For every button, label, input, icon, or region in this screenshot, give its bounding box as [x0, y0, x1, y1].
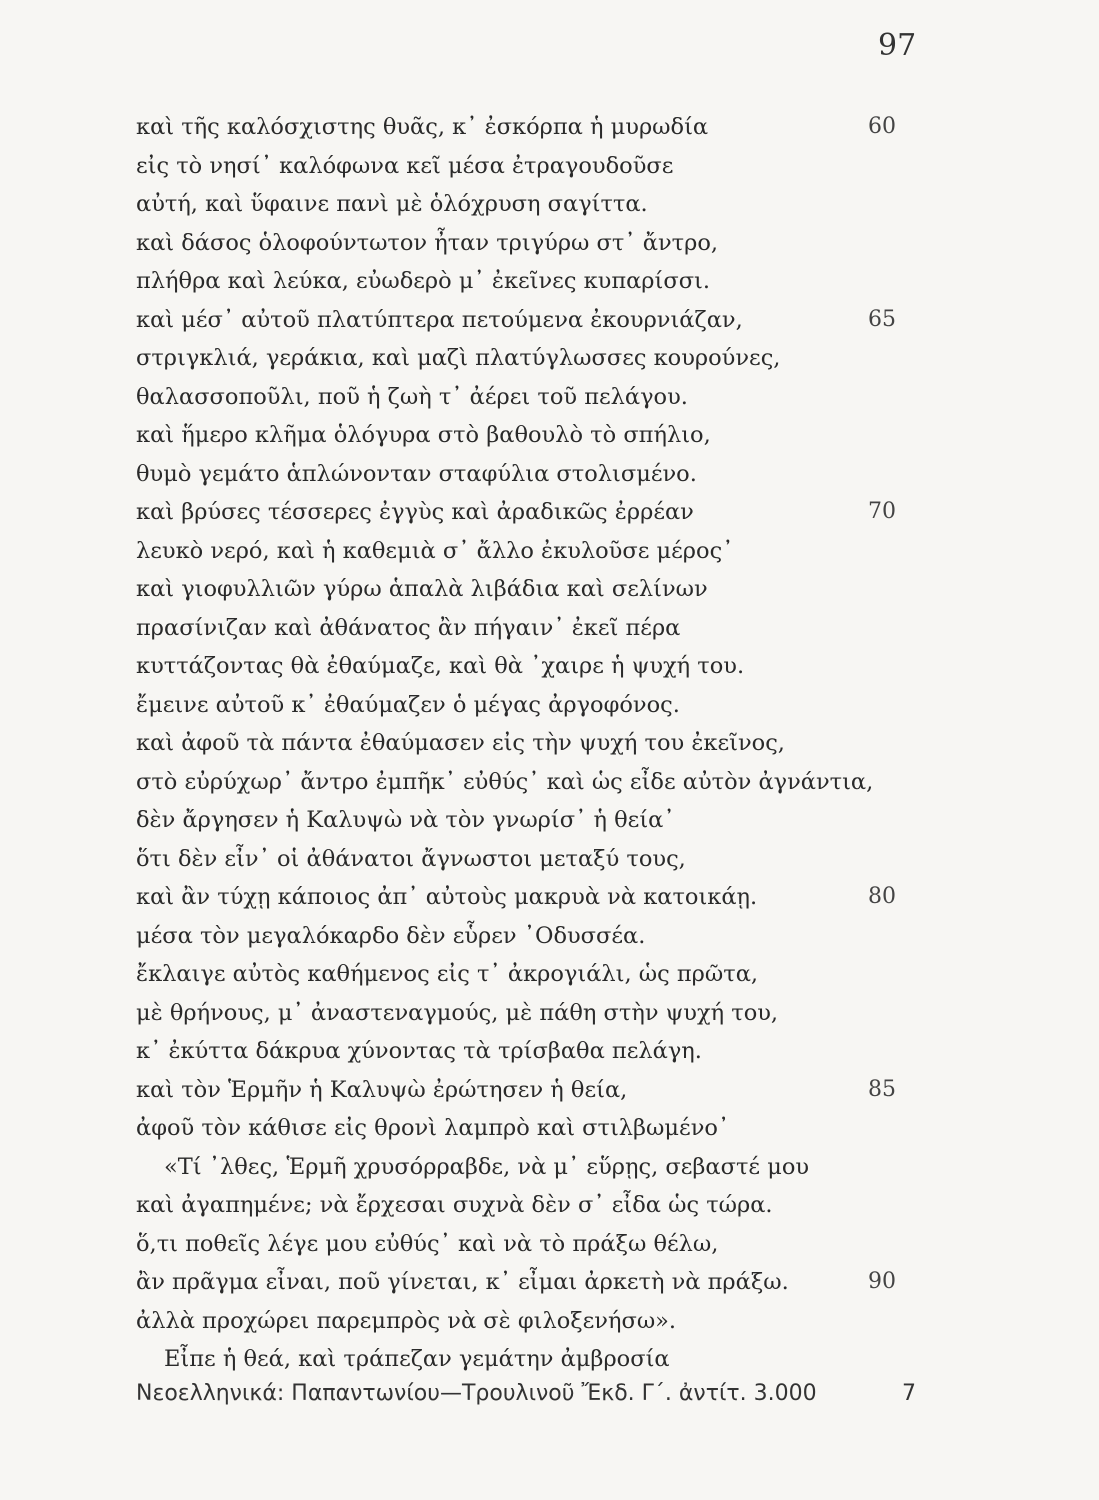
verse-text: καὶ ἂν τύχῃ κάποιος ἀπ᾽ αὐτοὺς μακρυὰ νὰ κατοικάῃ.	[136, 884, 758, 910]
page-number: 97	[878, 28, 917, 63]
verse-line	[0, 1148, 1099, 1187]
verse-line	[0, 224, 1099, 263]
verse-line	[0, 609, 1099, 648]
verse-line	[0, 262, 1099, 301]
verse-text: ἔμεινε αὐτοῦ κ᾽ ἐθαύμαζεν ὁ μέγας ἀργοφόνος.	[136, 691, 680, 718]
verse-text: «Τί ᾽λθες, Ἑρμῆ χρυσόρραβδε, νὰ μ᾽ εὕρῃς, σεβαστέ μου	[164, 1153, 810, 1180]
verse-line	[0, 686, 1099, 725]
printer-signature: 7	[902, 1381, 916, 1406]
verse-text: στὸ εὐρύχωρ᾽ ἄντρο ἐμπῆκ᾽ εὐθύς᾽ καὶ ὡς εἶδε αὐτὸν ἀγνάντια,	[136, 768, 874, 795]
verse-text: ἀλλὰ προχώρει παρεμπρὸς νὰ σὲ φιλοξενήσω».	[136, 1307, 677, 1334]
footer-text: Νεοελληνικά: Παπαντωνίου—Τρουλινοῦ Ἔκδ. Γ΄. ἀντίτ. 3.000	[136, 1381, 817, 1406]
verse-line	[0, 416, 1099, 455]
verse-text: καὶ τῆς καλόσχιστης θυᾶς, κ᾽ ἐσκόρπα ἡ μυρωδία	[136, 114, 709, 140]
verse-line	[0, 1186, 1099, 1225]
verse-text: πρασίνιζαν καὶ ἀθάνατος ἂν πήγαιν᾽ ἐκεῖ πέρα	[136, 614, 681, 641]
verse-text: καὶ μέσ᾽ αὐτοῦ πλατύπτερα πετούμενα ἐκουρνιάζαν,	[136, 306, 743, 333]
verse-line	[0, 647, 1099, 686]
verse-text: ὅ,τι ποθεῖς λέγε μου εὐθύς᾽ καὶ νὰ τὸ πράξω θέλω,	[136, 1230, 719, 1257]
verse-line	[0, 1109, 1099, 1148]
verse-text: δὲν ἄργησεν ἡ Καλυψὼ νὰ τὸν γνωρίσ᾽ ἡ θεία᾽	[136, 807, 675, 833]
verse-text: εἰς τὸ νησί᾽ καλόφωνα κεῖ μέσα ἐτραγουδοῦσε	[136, 152, 674, 179]
verse-text: ἂν πρᾶγμα εἶναι, ποῦ γίνεται, κ᾽ εἶμαι ἀρκετὴ νὰ πράξω.	[136, 1269, 789, 1295]
verse-line	[0, 763, 1099, 802]
verse-line	[0, 1225, 1099, 1264]
verse-line	[0, 994, 1099, 1033]
line-number: 65	[868, 306, 896, 332]
verse-text: ἀφοῦ τὸν κάθισε εἰς θρονὶ λαμπρὸ καὶ στιλβωμένο᾽	[136, 1115, 730, 1141]
verse-text: καὶ ἀφοῦ τὰ πάντα ἐθαύμασεν εἰς τὴν ψυχή του ἐκεῖνος,	[136, 730, 785, 756]
verse-text: ἔκλαιγε αὐτὸς καθήμενος εἰς τ᾽ ἀκρογιάλι, ὡς πρῶτα,	[136, 961, 759, 987]
verse-text: Εἶπε ἡ θεά, καὶ τράπεζαν γεμάτην ἀμβροσία	[164, 1346, 670, 1372]
verse-line	[0, 1263, 1099, 1302]
verse-line	[0, 378, 1099, 417]
verse-line	[0, 878, 1099, 917]
verse-line	[0, 570, 1099, 609]
verse-text: θυμὸ γεμάτο ἁπλώνονταν σταφύλια στολισμένο.	[136, 460, 697, 487]
verse-text: κυττάζοντας θὰ ἐθαύμαζε, καὶ θὰ ᾽χαιρε ἡ ψυχή του.	[136, 653, 745, 679]
verse-line	[0, 532, 1099, 571]
verse-line	[0, 185, 1099, 224]
verse-line	[0, 1071, 1099, 1110]
verse-line	[0, 1340, 1099, 1379]
verse-lines	[0, 108, 1099, 1379]
verse-text: μέσα τὸν μεγαλόκαρδο δὲν εὗρεν ᾽Οδυσσέα.	[136, 922, 646, 949]
verse-line	[0, 955, 1099, 994]
verse-line	[0, 147, 1099, 186]
verse-text: στριγκλιά, γεράκια, καὶ μαζὶ πλατύγλωσσες κουρούνες,	[136, 345, 781, 371]
verse-text: καὶ δάσος ὁλοφούντωτον ἦταν τριγύρω στ᾽ ἄντρο,	[136, 229, 719, 256]
verse-text: λευκὸ νερό, καὶ ἡ καθεμιὰ σ᾽ ἄλλο ἐκυλοῦσε μέρος᾽	[136, 537, 734, 564]
line-number: 70	[868, 499, 896, 524]
verse-text: ὅτι δὲν εἶν᾽ οἱ ἀθάνατοι ἄγνωστοι μεταξύ τους,	[136, 845, 686, 872]
verse-line	[0, 1032, 1099, 1071]
verse-text: καὶ ἀγαπημένε; νὰ ἔρχεσαι συχνὰ δὲν σ᾽ εἶδα ὡς τώρα.	[136, 1192, 773, 1218]
verse-text: αὐτή, καὶ ὕφαινε πανὶ μὲ ὁλόχρυση σαγίττα.	[136, 191, 648, 217]
verse-line	[0, 724, 1099, 763]
line-number: 60	[868, 114, 896, 139]
verse-line	[0, 801, 1099, 840]
verse-line	[0, 108, 1099, 147]
page-footer	[136, 1381, 926, 1406]
verse-text: καὶ ἥμερο κλῆμα ὁλόγυρα στὸ βαθουλὸ τὸ σπήλιο,	[136, 422, 711, 448]
line-number: 85	[868, 1076, 896, 1102]
verse-line	[0, 301, 1099, 340]
verse-line	[0, 917, 1099, 956]
verse-line	[0, 493, 1099, 532]
line-number: 90	[868, 1269, 896, 1294]
verse-text: κ᾽ ἐκύττα δάκρυα χύνοντας τὰ τρίσβαθα πελάγη.	[136, 1038, 702, 1064]
verse-text: καὶ τὸν Ἑρμῆν ἡ Καλυψὼ ἐρώτησεν ἡ θεία,	[136, 1076, 628, 1103]
verse-line	[0, 455, 1099, 494]
verse-line	[0, 339, 1099, 378]
verse-text: καὶ βρύσες τέσσερες ἐγγὺς καὶ ἀραδικῶς ἐρρέαν	[136, 499, 694, 525]
verse-text: καὶ γιοφυλλιῶν γύρω ἁπαλὰ λιβάδια καὶ σελίνων	[136, 576, 708, 602]
verse-line	[0, 840, 1099, 879]
verse-text: μὲ θρήνους, μ᾽ ἀναστεναγμούς, μὲ πάθη στὴν ψυχή του,	[136, 999, 779, 1026]
verse-line	[0, 1302, 1099, 1341]
line-number: 80	[868, 884, 896, 909]
verse-text: πλήθρα καὶ λεύκα, εὐωδερὸ μ᾽ ἐκεῖνες κυπαρίσσι.	[136, 268, 711, 294]
verse-text: θαλασσοποῦλι, ποῦ ἡ ζωὴ τ᾽ ἀέρει τοῦ πελάγου.	[136, 383, 688, 410]
